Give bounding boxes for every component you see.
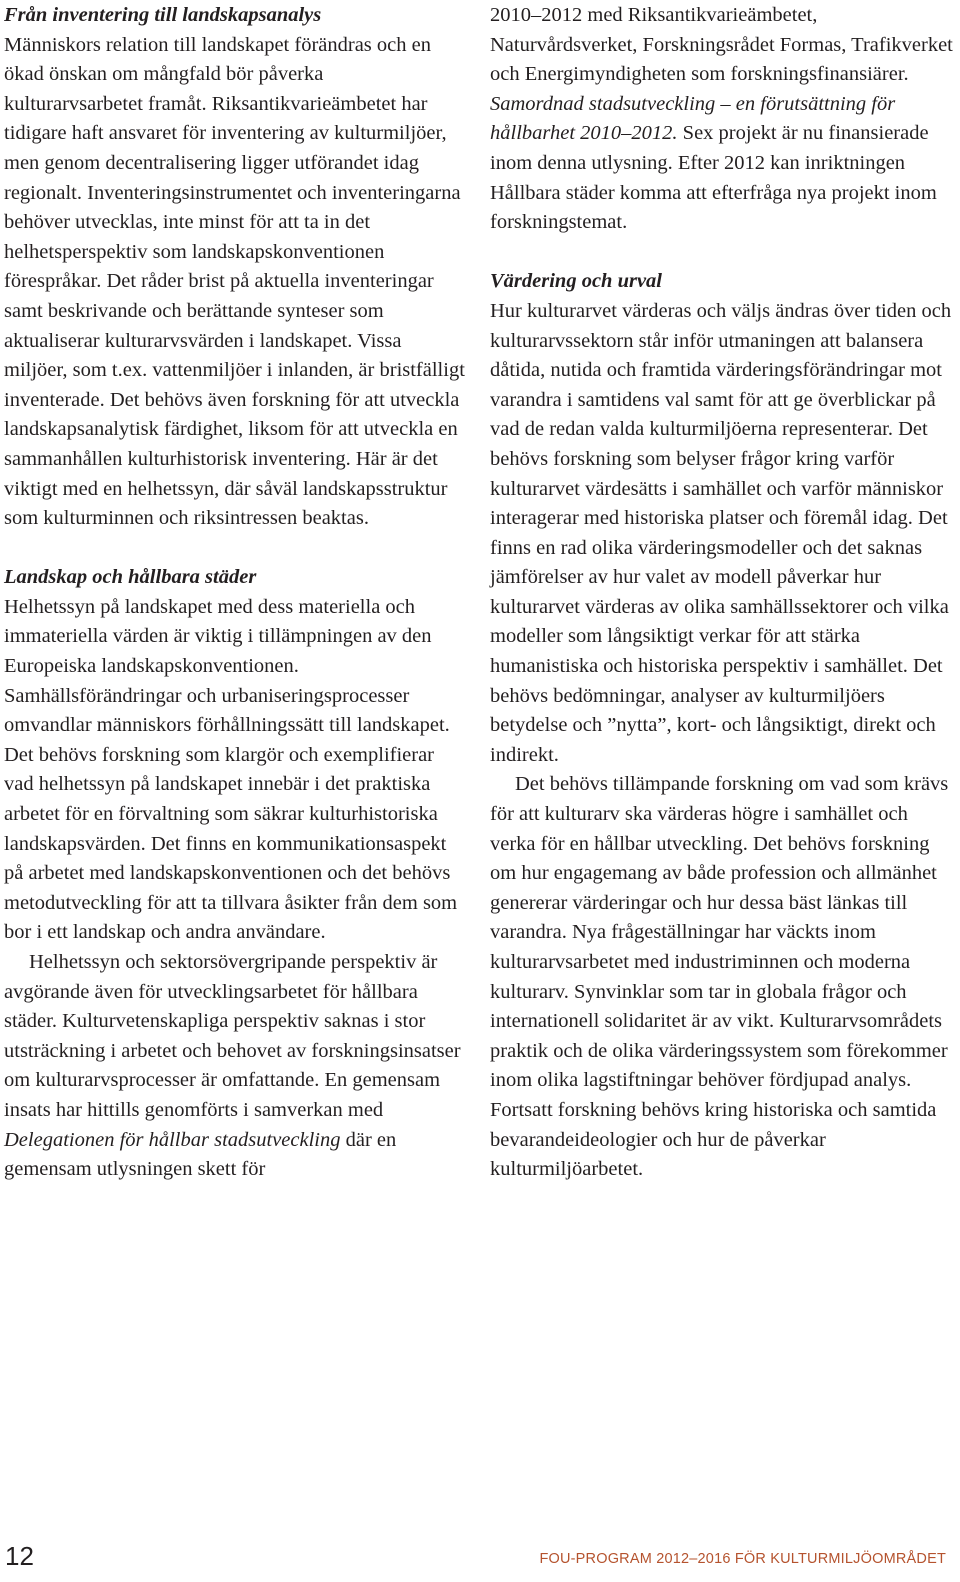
section-heading-inventering: Från inventering till landskapsanalys (4, 4, 322, 26)
paragraph-landskap-1: Helhetssyn på landskapet med dess materiella och immateriella värden är viktig i tillämpningen av den Europeiska landskapskonventionen. Samhällsförändringar och urbaniseringsprocesser omvandlar människors förhållningssätt till landskapet. Det behövs forskning som klargör och exemplifierar vad helhetssyn på landskapet innebär i det praktiska arbetet för en förvaltning som säkrar kulturhistoriska landskapsvärden. Det finns en kommunikationsaspekt på arbetet med landskapskonventionen och det behövs metodutveckling för att ta tillvara åsikter från dem som bor i ett landskap och andra användare. (4, 595, 458, 944)
right-column (490, 1, 953, 1185)
running-footer-title: FOU-PROGRAM 2012–2016 FÖR KULTURMILJÖOMRÅDET (539, 1551, 946, 1567)
paragraph-vardering-1: Hur kulturarvet värderas och väljs ändras över tiden och kulturarvssektorn står inför utmaningen att balansera dåtida, nutida och framtida värderingsförändringar mot varandra i samtidens val samt för att ge överblickar på vad de redan valda kulturmiljöerna representerar. Det behövs forskning som belyser frågor kring varför kulturarvet värdesätts i samhället och varför människor interagerar med historiska platser och föremål idag. Det finns en rad olika värderingsmodeller och det saknas jämförelser av hur valet av modell påverkar hur kulturarvet värderas av olika samhällssektorer och vilka modeller som långsiktigt verkar för att stärka humanistiska och historiska perspektiv i samhället. Det behövs bedömningar, analyser av kulturmiljöers betydelse och ”nytta”, kort- och långsiktigt, direkt och indirekt. (490, 299, 952, 766)
program-name: Samordnad stadsutveckling – en förutsättning för hållbarhet 2010–2012. (490, 92, 896, 145)
left-column (4, 1, 467, 1185)
page-number: 12 (5, 1541, 34, 1571)
paragraph-landskap-2 (4, 948, 467, 1185)
paragraph-vardering-2: Det behövs tillämpande forskning om vad som krävs för att kulturarv ska värderas högre i samhället och verka för en hållbar utveckling. Det behövs forskning om hur engagemang av både profession och allmänhet genererar värderingar och hur dessa bäst länkas till varandra. Nya frågeställningar har väckts inom kulturarvsarbetet med industriminnen och moderna kulturarv. Synvinklar som tar in globala frågor och internationell solidaritet är av vikt. Kulturarvsområdets praktik och de olika värderingssystem som förekommer inom olika lagstiftningar behöver fördjupad analys. Fortsatt forskning behövs kring historiska och samtida bevarandeideologier och hur de påverkar kulturmiljöarbetet. (490, 773, 949, 1181)
section-heading-landskap: Landskap och hållbara städer (4, 566, 257, 589)
paragraph-inventering: Människors relation till landskapet förändras och en ökad önskan om mångfald bör påverka kulturarvsarbetet framåt. Riksantikvarieämbetet har tidigare haft ansvaret för inventering av kulturmiljöer, men genom decentralisering ligger utförandet idag regionalt. Inventeringsinstrumentet och inventeringarna behöver utvecklas, inte minst för att ta in det helhetsperspektiv som landskapskonventionen förespråkar. Det råder brist på aktuella inventeringar samt beskrivande och berättande synteser som aktualiserar kulturarvsvärden i landskapet. Vissa miljöer, som t.ex. vattenmiljöer i inlanden, är bristfälligt inventerade. Det behövs även forskning för att utveckla landskapsanalytisk färdighet, liksom för att utveckla en sammanhållen kulturhistorisk inventering. Här är det viktigt med en helhetssyn, där såväl landskapsstruktur som kulturminnen och riksintressen beaktas. (4, 33, 465, 530)
paragraph-gap (490, 238, 953, 268)
paragraph-landskap-2-start: Helhetssyn och sektorsövergripande perspektiv är avgörande även för utvecklingsarbetet för hållbara städer. Kulturvetenskapliga perspektiv saknas i stor utsträckning i arbetet och behovet av forskningsinsatser om kulturarvsprocesser är omfattande. En gemensam insats har hittills genomförts i samverkan med (4, 951, 461, 1121)
delegation-name: Delegationen för hållbar stadsutveckling (4, 1128, 341, 1151)
paragraph-landskap-2-end: där en gemensam utlysningen skett för (4, 1128, 397, 1181)
paragraph-continued (490, 1, 953, 238)
paragraph-continued-end: Sex projekt är nu finansierade inom denna utlysning. Efter 2012 kan inriktningen Hållbara städer komma att efterfråga nya projekt inom forskningstemat. (490, 122, 937, 234)
section-heading-vardering: Värdering och urval (490, 270, 662, 293)
paragraph-gap (4, 534, 467, 564)
paragraph-continued-start: 2010–2012 med Riksantikvarieämbetet, Naturvårdsverket, Forskningsrådet Formas, Trafikverket och Energimyndigheten som forskningsfinansiärer. (490, 4, 953, 86)
